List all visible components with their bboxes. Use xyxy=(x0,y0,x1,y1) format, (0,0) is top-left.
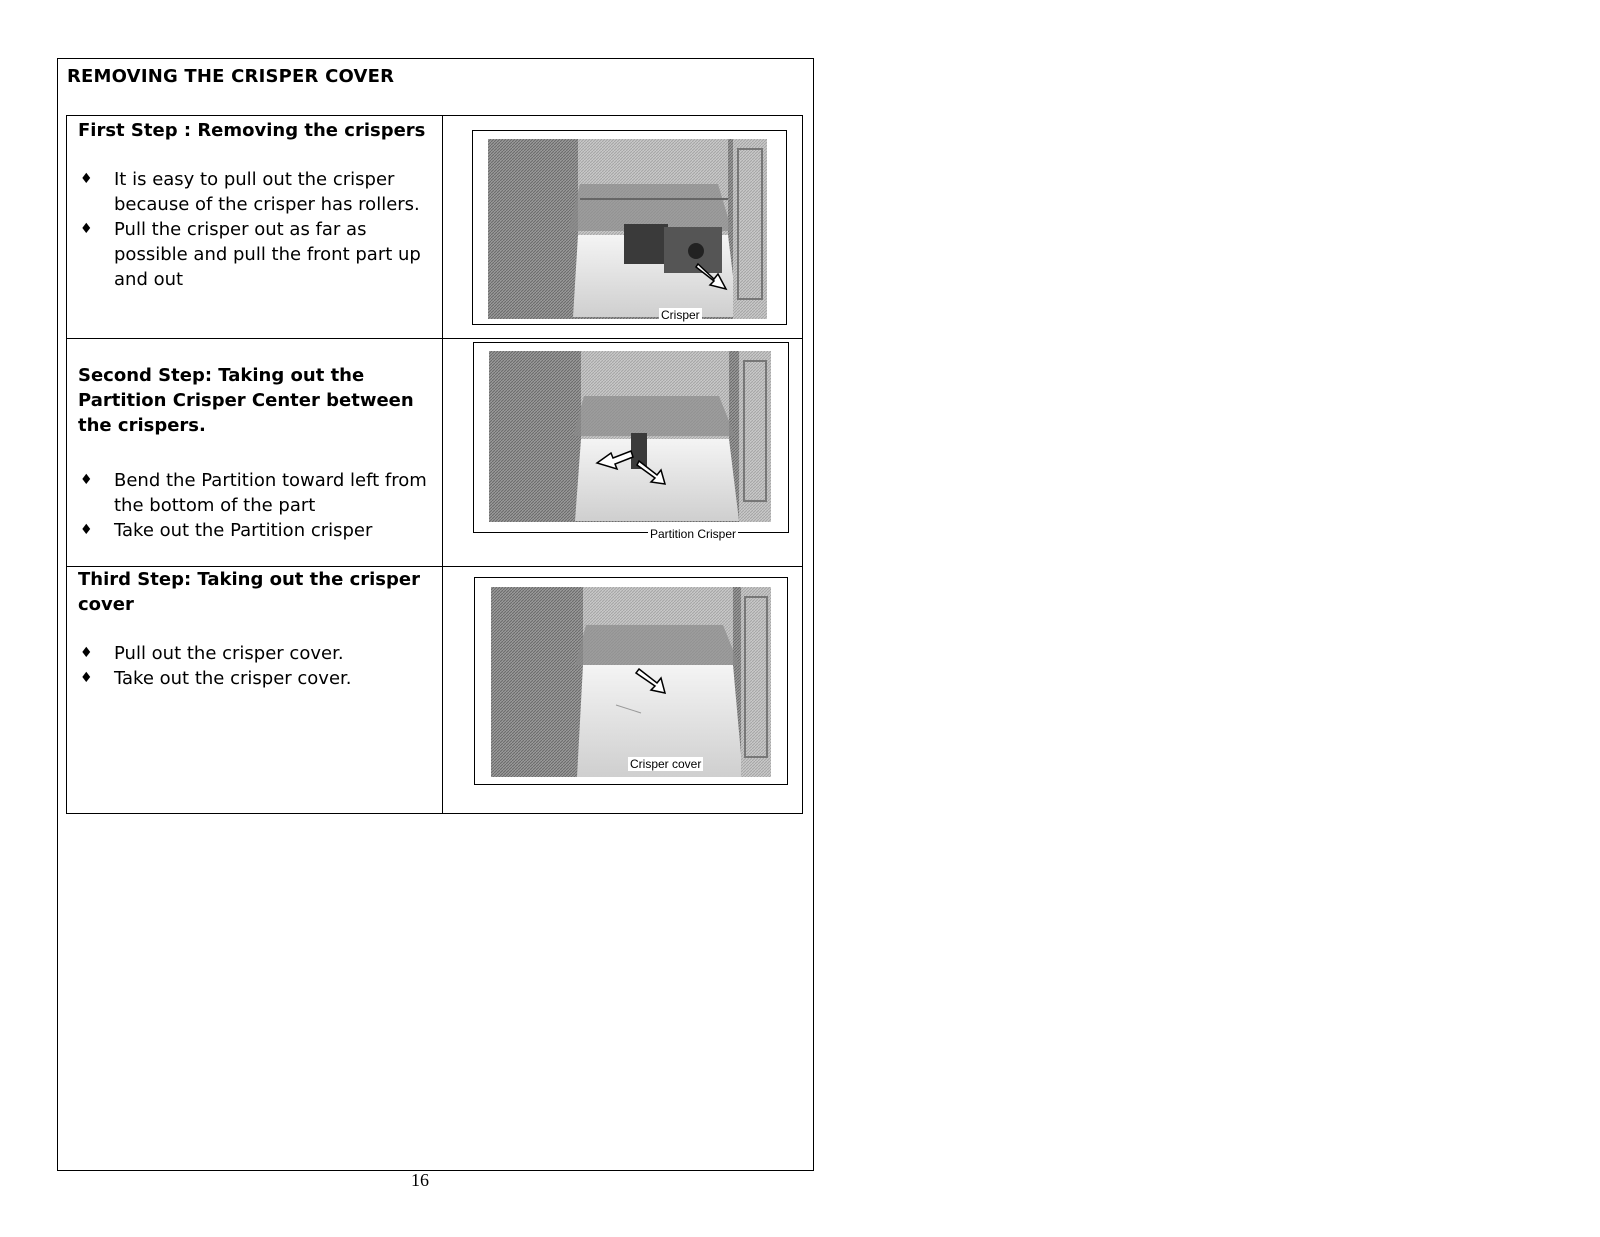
crisper-cover-figure xyxy=(474,577,788,785)
step-3-text xyxy=(78,567,433,691)
page-title: REMOVING THE CRISPER COVER xyxy=(67,66,395,87)
page-number: 16 xyxy=(411,1170,429,1190)
bullet-diamond-icon: ♦ xyxy=(80,645,93,661)
list-item: ♦ Take out the Partition crisper xyxy=(80,520,373,541)
step-1-text xyxy=(78,118,433,292)
list-item: ♦ Take out the crisper cover. xyxy=(80,668,352,689)
fridge-partition-image xyxy=(489,351,771,522)
list-item: ♦ Pull the crisper out as far as possible and pull the front part up and out xyxy=(80,219,421,290)
figure-caption: Crisper xyxy=(661,308,700,322)
crisper-figure xyxy=(472,130,787,325)
step-2-text xyxy=(78,363,433,543)
fridge-crisper-image xyxy=(488,139,767,319)
column-divider xyxy=(442,116,443,813)
step-3-heading: Third Step: Taking out the crisper cover xyxy=(78,569,420,615)
step-3-bullets xyxy=(78,641,433,691)
step-2-bullets xyxy=(78,468,433,543)
bullet-diamond-icon: ♦ xyxy=(80,522,93,538)
list-item: ♦ It is easy to pull out the crisper because of the crisper has rollers. xyxy=(80,169,420,215)
bullet-diamond-icon: ♦ xyxy=(80,670,93,686)
partition-crisper-figure xyxy=(473,342,789,541)
steps-table xyxy=(66,115,803,814)
figure-caption: Partition Crisper xyxy=(650,527,737,541)
list-item: ♦ Bend the Partition toward left from the bottom of the part xyxy=(80,470,427,516)
bullet-diamond-icon: ♦ xyxy=(80,472,93,488)
step-1-bullets xyxy=(78,167,433,292)
figure-caption: Crisper cover xyxy=(630,757,702,771)
fridge-crisper-cover-image xyxy=(491,587,771,777)
step-1-heading: First Step : Removing the crispers xyxy=(78,120,426,141)
row-divider xyxy=(67,338,802,339)
list-item: ♦ Pull out the crisper cover. xyxy=(80,643,344,664)
step-2-heading: Second Step: Taking out the Partition Crisper Center between the crispers. xyxy=(78,365,414,436)
bullet-diamond-icon: ♦ xyxy=(80,221,93,237)
bullet-diamond-icon: ♦ xyxy=(80,171,93,187)
